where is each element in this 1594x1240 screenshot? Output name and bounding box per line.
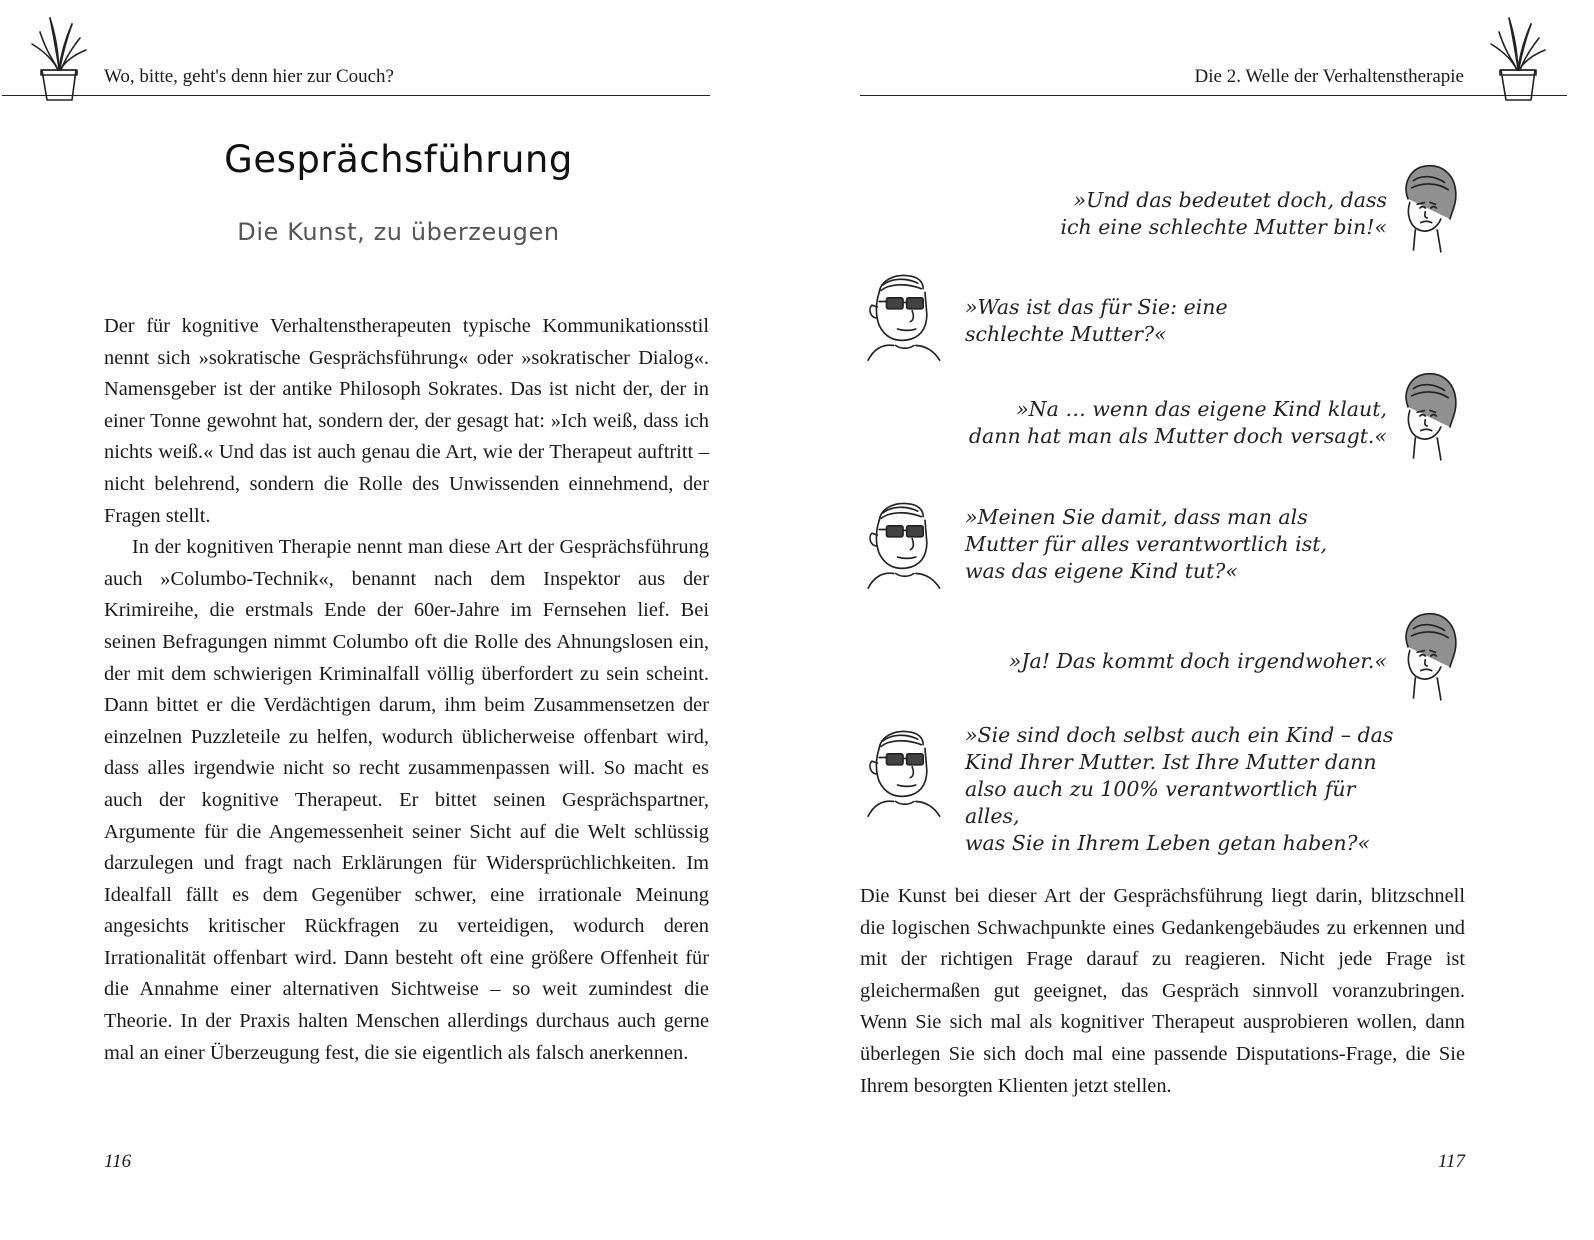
- client-face-icon: [1397, 162, 1461, 254]
- therapist-face-icon: [859, 496, 947, 596]
- therapist-speech: »Sie sind doch selbst auch ein Kind – das Kind Ihrer Mutter. Ist Ihre Mutter dann also auch zu 100% verantwortlich für alles, was Sie in Ihrem Leben getan haben?«: [965, 723, 1394, 855]
- therapist-face-icon: [859, 268, 947, 368]
- header-rule: [860, 95, 1567, 96]
- page-number: 117: [1437, 1151, 1465, 1172]
- running-head: Die 2. Welle der Verhaltenstherapie: [1194, 66, 1464, 87]
- client-speech: »Na … wenn das eigene Kind klaut, dann hat man als Mutter doch versagt.«: [968, 397, 1387, 448]
- header-rule: [2, 95, 710, 96]
- left-body-text: [104, 311, 709, 1069]
- page-number: 116: [104, 1151, 132, 1172]
- client-face-icon: [1397, 370, 1461, 462]
- paragraph: Der für kognitive Verhaltenstherapeuten typische Kommunikationsstil nennt sich »sokratische Gesprächsführung« oder »sokratischer Dialog«. Namensgeber ist der antike Philosoph Sokrates. Das ist nicht der, der in einer Tonne gewohnt hat, sondern der, der gesagt hat: »Ich weiß, dass ich nichts weiß.« Und das ist auch genau die Art, wie der Therapeut auftritt – nicht belehrend, sondern die Rolle des Unwissenden einnehmend, der Fragen stellt.: [104, 315, 709, 527]
- potted-plant-icon: [1487, 12, 1549, 108]
- right-page: [797, 0, 1594, 1240]
- running-head: Wo, bitte, geht's denn hier zur Couch?: [104, 66, 394, 87]
- client-speech: »Und das bedeutet doch, dass ich eine schlechte Mutter bin!«: [1060, 188, 1387, 239]
- therapist-speech: »Was ist das für Sie: eine schlechte Mutter?«: [965, 295, 1228, 346]
- chapter-title: Gesprächsführung: [224, 138, 573, 181]
- client-face-icon: [1397, 610, 1461, 702]
- paragraph: Die Kunst bei dieser Art der Gesprächsführung liegt darin, blitzschnell die logischen Schwachpunkte eines Gedankengebäudes zu erkennen und mit der richtigen Frage darauf zu reagieren. Nicht jede Frage ist gleichermaßen gut geeignet, das Gespräch sinnvoll voranzubringen. Wenn Sie sich mal als kognitiver Therapeut ausprobieren wollen, dann überlegen Sie sich doch mal eine passende Disputations-Frage, die Sie Ihrem besorgten Klienten jetzt stellen.: [860, 885, 1465, 1097]
- chapter-subtitle: Die Kunst, zu überzeugen: [237, 218, 560, 246]
- potted-plant-icon: [28, 12, 90, 108]
- therapist-speech: »Meinen Sie damit, dass man als Mutter für alles verantwortlich ist, was das eigene Kind tut?«: [965, 505, 1327, 583]
- paragraph: In der kognitiven Therapie nennt man diese Art der Gesprächsführung auch »Columbo-Technik«, benannt nach dem Inspektor aus der Krimireihe, die erstmals Ende der 60er-Jahre im Fernsehen lief. Bei seinen Befragungen nimmt Columbo oft die Rolle des Ahnungslosen ein, der mit dem schwierigen Kriminalfall völlig überfordert zu sein scheint. Dann bittet er die Verdächtigen darum, ihm beim Zusammensetzen der einzelnen Puzzleteile zu helfen, wodurch üblicherweise offenbart wird, dass alles irgendwie nicht so recht zusammenpassen will. So macht es auch der kognitive Therapeut. Er bittet seinen Gesprächspartner, Argumente für die Angemessenheit seiner Sicht auf die Welt schlüssig darzulegen und fragt nach Erklärungen für Widersprüchlichkeiten. Im Idealfall fällt es dem Gegenüber schwer, eine irrationale Meinung angesichts kritischer Rückfragen zu verteidigen, wodurch deren Irrationalität offenbart wird. Dann besteht oft eine größere Offenheit für die Annahme einer alternativen Sichtweise – so weit zumindest die Theorie. In der Praxis halten Menschen allerdings durchaus auch gerne mal an einer Überzeugung fest, die sie eigentlich als falsch anerkennen.: [104, 536, 709, 1064]
- therapist-face-icon: [859, 724, 947, 824]
- client-speech: »Ja! Das kommt doch irgendwoher.«: [1008, 649, 1387, 673]
- right-body-text: [860, 881, 1465, 1102]
